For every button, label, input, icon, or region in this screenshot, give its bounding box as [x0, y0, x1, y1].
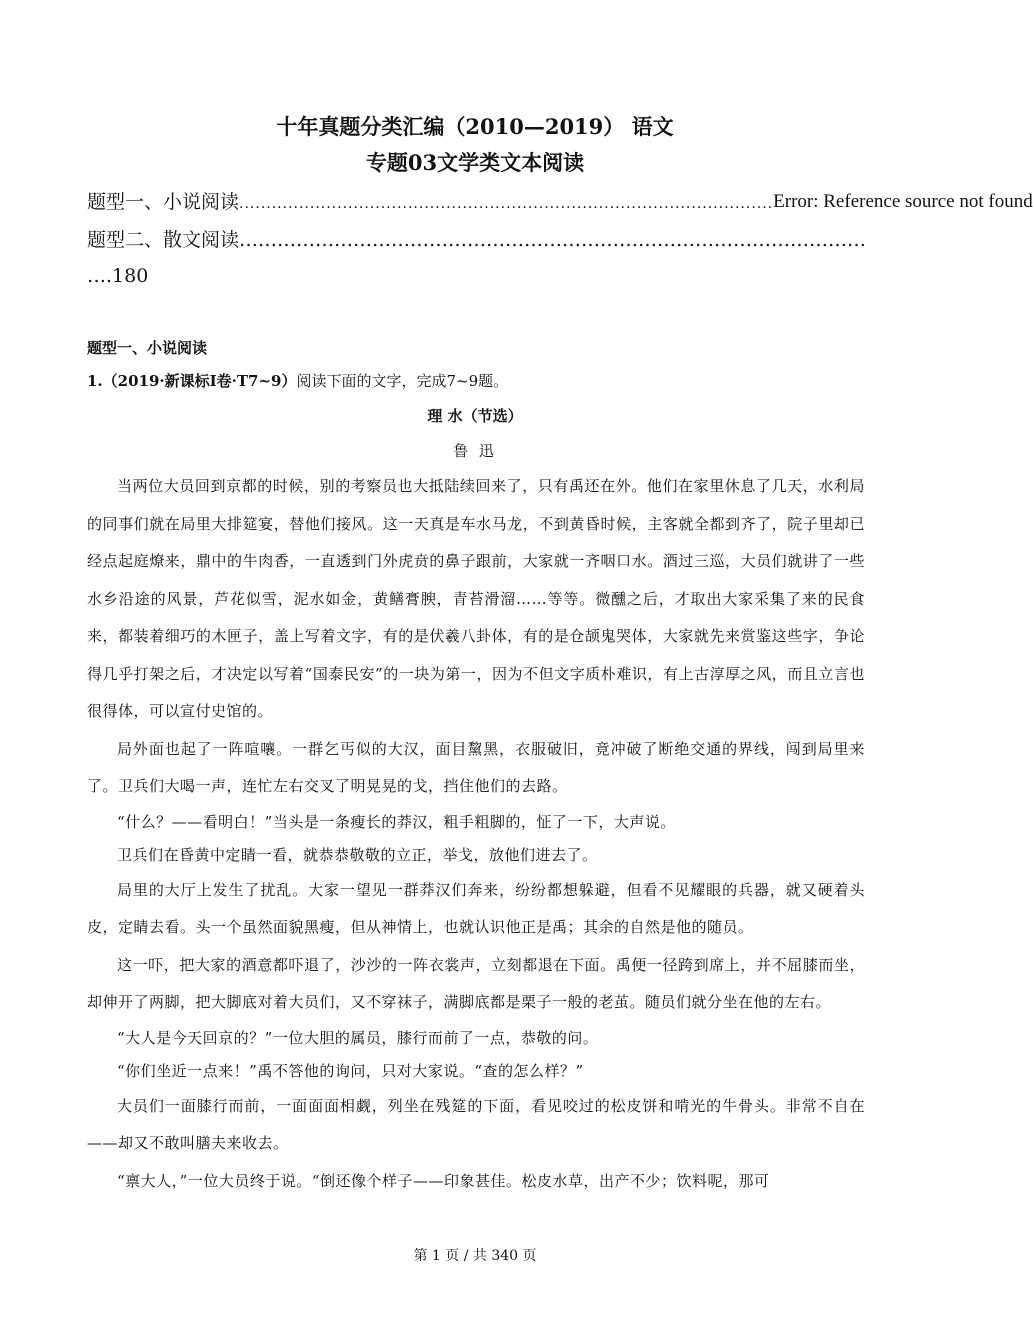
toc-leader: ………………………………………………………………………………………	[239, 229, 867, 251]
paragraph: 大员们一面膝行而前，一面面面相觑，列坐在残筵的下面，看见咬过的松皮饼和啃光的牛骨头。非常不自在——却又不敢叫膳夫来收去。	[87, 1096, 865, 1152]
passage-author: 鲁 迅	[453, 442, 497, 460]
toc-entry-prose[interactable]	[87, 226, 877, 254]
paragraph: “什么？——看明白！”当头是一条瘦长的莽汉，粗手粗脚的，怔了一下，大声说。	[117, 812, 676, 831]
passage-title: 理 水（节选）	[427, 407, 523, 425]
paragraph: 局外面也起了一阵喧嚷。一群乞丐似的大汉，面目黧黑，衣服破旧，竟冲破了断绝交通的界线，闯到局里来了。卫兵们大喝一声，连忙左右交叉了明晃晃的戈，挡住他们的去路。	[87, 739, 865, 795]
section-heading: 题型一、小说阅读	[87, 339, 208, 357]
toc-leader: ..................................................................................................	[239, 196, 774, 212]
document-title: 十年真题分类汇编（2010—2019） 语文	[276, 114, 674, 139]
document-subtitle: 专题03文学类文本阅读	[365, 150, 585, 175]
toc-entry-novel[interactable]	[87, 188, 1033, 218]
toc-entry-label: 题型二、散文阅读	[87, 229, 240, 251]
paragraph: “禀大人，”一位大员终于说。“倒还像个样子——印象甚佳。松皮水草，出产不少；饮料呢，那可	[117, 1171, 770, 1190]
question-line	[87, 370, 508, 392]
paragraph: 这一吓，把大家的酒意都吓退了，沙沙的一阵衣裳声，立刻都退在下面。禹便一径跨到席上，并不屈膝而坐，却伸开了两脚，把大脚底对着大员们，又不穿袜子，满脚底都是栗子一般的老茧。随员们就分坐在他的左右。	[87, 955, 865, 1011]
passage-body	[87, 468, 865, 1200]
paragraph: “大人是今天回京的？”一位大胆的属员，膝行而前了一点，恭敬的问。	[117, 1028, 599, 1047]
toc-page-ref: Error: Reference source not found	[773, 191, 1033, 212]
page-footer: 第 1 页 / 共 340 页	[413, 1248, 537, 1264]
question-prompt: 阅读下面的文字，完成7~9题。	[296, 372, 509, 390]
paragraph: “你们坐近一点来！”禹不答他的询问，只对大家说。“查的怎么样？”	[117, 1061, 584, 1080]
paragraph: 当两位大员回到京都的时候，别的考察员也大抵陆续回来了，只有禹还在外。他们在家里休息了几天，水利局的同事们就在局里大排筵宴，替他们接风。这一天真是车水马龙，不到黄昏时候，主客就全都到齐了，院子里却已经点起庭燎来，鼎中的牛肉香，一直透到门外虎贲的鼻子跟前，大家就一齐咽口水。酒过三巡，大员们就讲了一些水乡沿途的风景，芦花似雪，泥水如金，黄鳝膏腴，青苔滑溜……等等。微醺之后，才取出大家采集了来的民食来，都装着细巧的木匣子，盖上写着文字，有的是伏羲八卦体，有的是仓颉鬼哭体，大家就先来赏鉴这些字，争论得几乎打架之后，才决定以写着“国泰民安”的一块为第一，因为不但文字质朴难识，有上古淳厚之风，而且立言也很得体，可以宣付史馆的。	[87, 477, 865, 720]
toc-entry-prose-page: ….180	[87, 265, 149, 287]
paragraph: 局里的大厅上发生了扰乱。大家一望见一群莽汉们奔来，纷纷都想躲避，但看不见耀眼的兵器，就又硬着头皮，定睛去看。头一个虽然面貌黑瘦，但从神情上，也就认识他正是禹；其余的自然是他的随员。	[87, 880, 865, 936]
paragraph: 卫兵们在昏黄中定睛一看，就恭恭敬敬的立正，举戈，放他们进去了。	[117, 845, 598, 864]
toc-entry-label: 题型一、小说阅读	[87, 191, 240, 213]
question-number: 1.（2019·新课标Ⅰ卷·T7~9）	[87, 372, 297, 390]
